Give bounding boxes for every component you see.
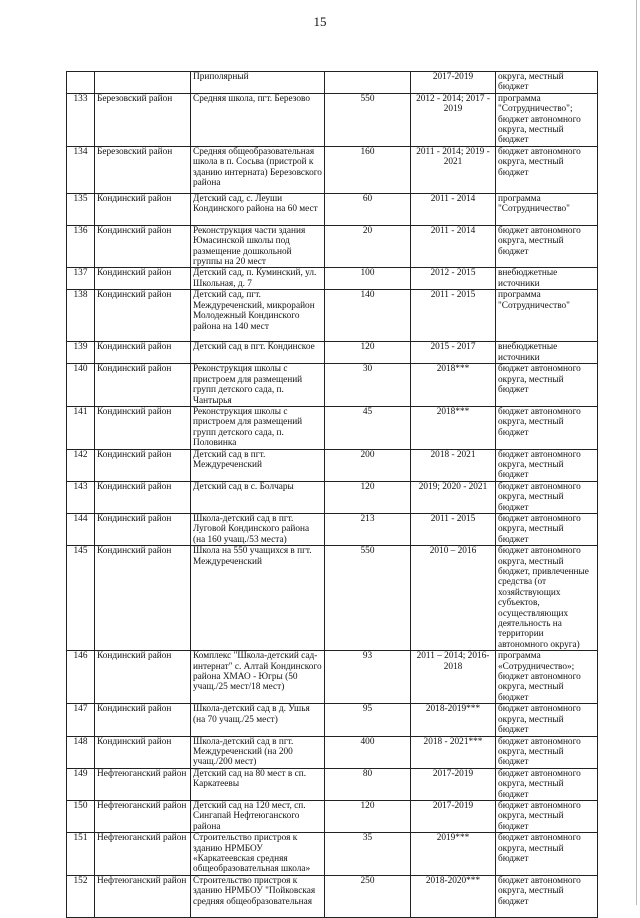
cell-source: внебюджетные источники bbox=[496, 342, 598, 364]
cell-source: бюджет автономного округа, местный бюджет bbox=[496, 875, 598, 917]
cell-num: 139 bbox=[67, 342, 95, 364]
cell-area: Кондинский район bbox=[95, 449, 191, 481]
table-row bbox=[67, 364, 598, 407]
cell-area: Нефтеюганский район bbox=[95, 800, 191, 832]
cell-source: бюджет автономного округа, местный бюджет bbox=[496, 704, 598, 736]
table-row bbox=[67, 800, 598, 832]
cell-num: 138 bbox=[67, 290, 95, 342]
cell-object: Школа-детский сад в д. Ушья (на 70 учащ./25 мест) bbox=[191, 704, 325, 736]
cell-years: 2010 – 2016 bbox=[411, 546, 496, 651]
cell-capacity: 400 bbox=[325, 736, 411, 768]
cell-area: Кондинский район bbox=[95, 651, 191, 704]
cell-num: 147 bbox=[67, 704, 95, 736]
cell-num: 140 bbox=[67, 364, 95, 407]
cell-object: Детский сад, с. Леуши Кондинского района на 60 мест bbox=[191, 193, 325, 225]
cell-years: 2011 - 2015 bbox=[411, 290, 496, 342]
cell-area: Нефтеюганский район bbox=[95, 875, 191, 917]
cell-source: бюджет автономного округа, местный бюджет bbox=[496, 800, 598, 832]
cell-capacity: 140 bbox=[325, 290, 411, 342]
table-row bbox=[67, 342, 598, 364]
cell-years: 2011 - 2014; 2019 - 2021 bbox=[411, 146, 496, 193]
cell-object: Детский сад в пгт. Кондинское bbox=[191, 342, 325, 364]
cell-area: Кондинский район bbox=[95, 704, 191, 736]
cell-source: бюджет автономного округа, местный бюджет bbox=[496, 225, 598, 268]
cell-num: 146 bbox=[67, 651, 95, 704]
cell-years: 2018*** bbox=[411, 364, 496, 407]
cell-source: бюджет автономного округа, местный бюджет bbox=[496, 406, 598, 449]
cell-capacity: 20 bbox=[325, 225, 411, 268]
table-row bbox=[67, 449, 598, 481]
cell-num: 151 bbox=[67, 833, 95, 876]
cell-source: округа, местный бюджет bbox=[496, 72, 598, 94]
cell-years: 2018*** bbox=[411, 406, 496, 449]
cell-capacity: 120 bbox=[325, 481, 411, 513]
cell-years: 2017-2019 bbox=[411, 768, 496, 800]
cell-object: Приполярный bbox=[191, 72, 325, 94]
cell-capacity: 213 bbox=[325, 513, 411, 545]
table-body bbox=[67, 72, 598, 918]
cell-area: Кондинский район bbox=[95, 342, 191, 364]
cell-area: Кондинский район bbox=[95, 268, 191, 290]
cell-capacity: 160 bbox=[325, 146, 411, 193]
cell-source: бюджет автономного округа, местный бюджет, привлеченные средства (от хозяйствующих субъектов, осуществляющих деятельность на территории автономного округа) bbox=[496, 546, 598, 651]
table-row bbox=[67, 481, 598, 513]
cell-source: бюджет автономного округа, местный бюджет bbox=[496, 364, 598, 407]
cell-area: Кондинский район bbox=[95, 193, 191, 225]
cell-area: Кондинский район bbox=[95, 364, 191, 407]
cell-years: 2019*** bbox=[411, 833, 496, 876]
cell-capacity: 120 bbox=[325, 800, 411, 832]
cell-capacity: 80 bbox=[325, 768, 411, 800]
cell-num: 152 bbox=[67, 875, 95, 917]
cell-capacity: 550 bbox=[325, 93, 411, 146]
cell-source: бюджет автономного округа, местный бюджет bbox=[496, 768, 598, 800]
table-row bbox=[67, 72, 598, 94]
cell-years: 2011 - 2015 bbox=[411, 513, 496, 545]
cell-object: Детский сад, пгт. Междуреченский, микрорайон Молодежный Кондинского района на 140 мест bbox=[191, 290, 325, 342]
cell-years: 2018 - 2021*** bbox=[411, 736, 496, 768]
cell-area: Березовский район bbox=[95, 146, 191, 193]
cell-capacity: 120 bbox=[325, 342, 411, 364]
cell-object: Школа-детский сад в пгт. Междуреченский (на 200 учащ./200 мест) bbox=[191, 736, 325, 768]
cell-num: 148 bbox=[67, 736, 95, 768]
cell-area: Березовский район bbox=[95, 93, 191, 146]
cell-years: 2011 – 2014; 2016-2018 bbox=[411, 651, 496, 704]
cell-capacity: 95 bbox=[325, 704, 411, 736]
cell-source: программа «Сотрудничество»; бюджет автономного округа, местный бюджет bbox=[496, 651, 598, 704]
cell-capacity: 250 bbox=[325, 875, 411, 917]
cell-num: 136 bbox=[67, 225, 95, 268]
cell-object: Реконструкция части здания Юмасинской школы под размещение дошкольной группы на 20 мест bbox=[191, 225, 325, 268]
table-row bbox=[67, 93, 598, 146]
table-row bbox=[67, 875, 598, 917]
cell-years: 2012 - 2014; 2017 - 2019 bbox=[411, 93, 496, 146]
cell-num: 142 bbox=[67, 449, 95, 481]
cell-source: бюджет автономного округа, местный бюджет bbox=[496, 833, 598, 876]
cell-object: Детский сад в с. Болчары bbox=[191, 481, 325, 513]
cell-capacity: 550 bbox=[325, 546, 411, 651]
table-row bbox=[67, 546, 598, 651]
cell-capacity: 100 bbox=[325, 268, 411, 290]
cell-years: 2012 - 2015 bbox=[411, 268, 496, 290]
page-number: 15 bbox=[313, 14, 327, 29]
cell-num: 133 bbox=[67, 93, 95, 146]
cell-num: 145 bbox=[67, 546, 95, 651]
cell-source: программа "Сотрудничество" bbox=[496, 290, 598, 342]
cell-object: Строительство пристроя к зданию НРМБОУ «Каркатеевская средняя общеобразовательная школа» bbox=[191, 833, 325, 876]
cell-capacity: 30 bbox=[325, 364, 411, 407]
cell-years: 2017-2019 bbox=[411, 800, 496, 832]
cell-source: бюджет автономного округа, местный бюджет bbox=[496, 736, 598, 768]
cell-area: Кондинский район bbox=[95, 513, 191, 545]
table-row bbox=[67, 651, 598, 704]
cell-source: внебюджетные источники bbox=[496, 268, 598, 290]
table-row bbox=[67, 833, 598, 876]
cell-years: 2018 - 2021 bbox=[411, 449, 496, 481]
table-row bbox=[67, 736, 598, 768]
cell-object: Школа-детский сад в пгт. Луговой Кондинского района (на 160 учащ./53 места) bbox=[191, 513, 325, 545]
cell-capacity: 35 bbox=[325, 833, 411, 876]
cell-area: Кондинский район bbox=[95, 546, 191, 651]
cell-area: Кондинский район bbox=[95, 481, 191, 513]
cell-num: 150 bbox=[67, 800, 95, 832]
cell-years: 2018-2020*** bbox=[411, 875, 496, 917]
table-row bbox=[67, 193, 598, 225]
cell-years: 2011 - 2014 bbox=[411, 193, 496, 225]
cell-years: 2017-2019 bbox=[411, 72, 496, 94]
cell-object: Детский сад на 80 мест в сп. Каркатеевы bbox=[191, 768, 325, 800]
cell-capacity: 60 bbox=[325, 193, 411, 225]
cell-area: Нефтеюганский район bbox=[95, 833, 191, 876]
cell-capacity: 200 bbox=[325, 449, 411, 481]
table-row bbox=[67, 768, 598, 800]
table-row bbox=[67, 513, 598, 545]
cell-capacity: 93 bbox=[325, 651, 411, 704]
cell-num: 144 bbox=[67, 513, 95, 545]
cell-num: 141 bbox=[67, 406, 95, 449]
scan-edge-line bbox=[636, 0, 637, 905]
cell-years: 2019; 2020 - 2021 bbox=[411, 481, 496, 513]
cell-object: Детский сад, п. Куминский, ул. Школьная, д. 7 bbox=[191, 268, 325, 290]
cell-object: Детский сад в пгт. Междуреченский bbox=[191, 449, 325, 481]
table-row bbox=[67, 225, 598, 268]
cell-source: бюджет автономного округа, местный бюджет bbox=[496, 481, 598, 513]
cell-source: бюджет автономного округа, местный бюджет bbox=[496, 513, 598, 545]
cell-num: 143 bbox=[67, 481, 95, 513]
objects-table bbox=[66, 71, 598, 918]
cell-area bbox=[95, 72, 191, 94]
cell-years: 2011 - 2014 bbox=[411, 225, 496, 268]
cell-area: Кондинский район bbox=[95, 736, 191, 768]
cell-object: Строительство пристроя к зданию НРМБОУ "Пойковская средняя общеобразовательная bbox=[191, 875, 325, 917]
cell-num: 134 bbox=[67, 146, 95, 193]
cell-capacity bbox=[325, 72, 411, 94]
cell-capacity: 45 bbox=[325, 406, 411, 449]
cell-years: 2018-2019*** bbox=[411, 704, 496, 736]
cell-object: Средняя школа, пгт. Березово bbox=[191, 93, 325, 146]
table-row bbox=[67, 268, 598, 290]
table-row bbox=[67, 406, 598, 449]
cell-object: Реконструкция школы с пристроем для размещений групп детского сада, п. Половинка bbox=[191, 406, 325, 449]
cell-object: Комплекс "Школа-детский сад-интернат" с. Алтай Кондинского района ХМАО - Югры (50 учащ./25 мест/18 мест) bbox=[191, 651, 325, 704]
cell-num: 135 bbox=[67, 193, 95, 225]
cell-num: 137 bbox=[67, 268, 95, 290]
cell-num bbox=[67, 72, 95, 94]
cell-object: Средняя общеобразовательная школа в п. Сосьва (пристрой к зданию интерната) Березовского района bbox=[191, 146, 325, 193]
cell-source: программа "Сотрудничество" bbox=[496, 193, 598, 225]
cell-source: программа "Сотрудничество"; бюджет автономного округа, местный бюджет bbox=[496, 93, 598, 146]
cell-area: Кондинский район bbox=[95, 225, 191, 268]
cell-source: бюджет автономного округа, местный бюджет bbox=[496, 449, 598, 481]
table-row bbox=[67, 704, 598, 736]
cell-area: Кондинский район bbox=[95, 290, 191, 342]
table-row bbox=[67, 290, 598, 342]
cell-num: 149 bbox=[67, 768, 95, 800]
cell-area: Нефтеюганский район bbox=[95, 768, 191, 800]
cell-years: 2015 - 2017 bbox=[411, 342, 496, 364]
table-row bbox=[67, 146, 598, 193]
cell-object: Реконструкция школы с пристроем для размещений групп детского сада, п. Чантырья bbox=[191, 364, 325, 407]
cell-object: Детский сад на 120 мест, сп. Сингапай Нефтеюганского района bbox=[191, 800, 325, 832]
cell-source: бюджет автономного округа, местный бюджет bbox=[496, 146, 598, 193]
cell-object: Школа на 550 учащихся в пгт. Междуреченский bbox=[191, 546, 325, 651]
cell-area: Кондинский район bbox=[95, 406, 191, 449]
